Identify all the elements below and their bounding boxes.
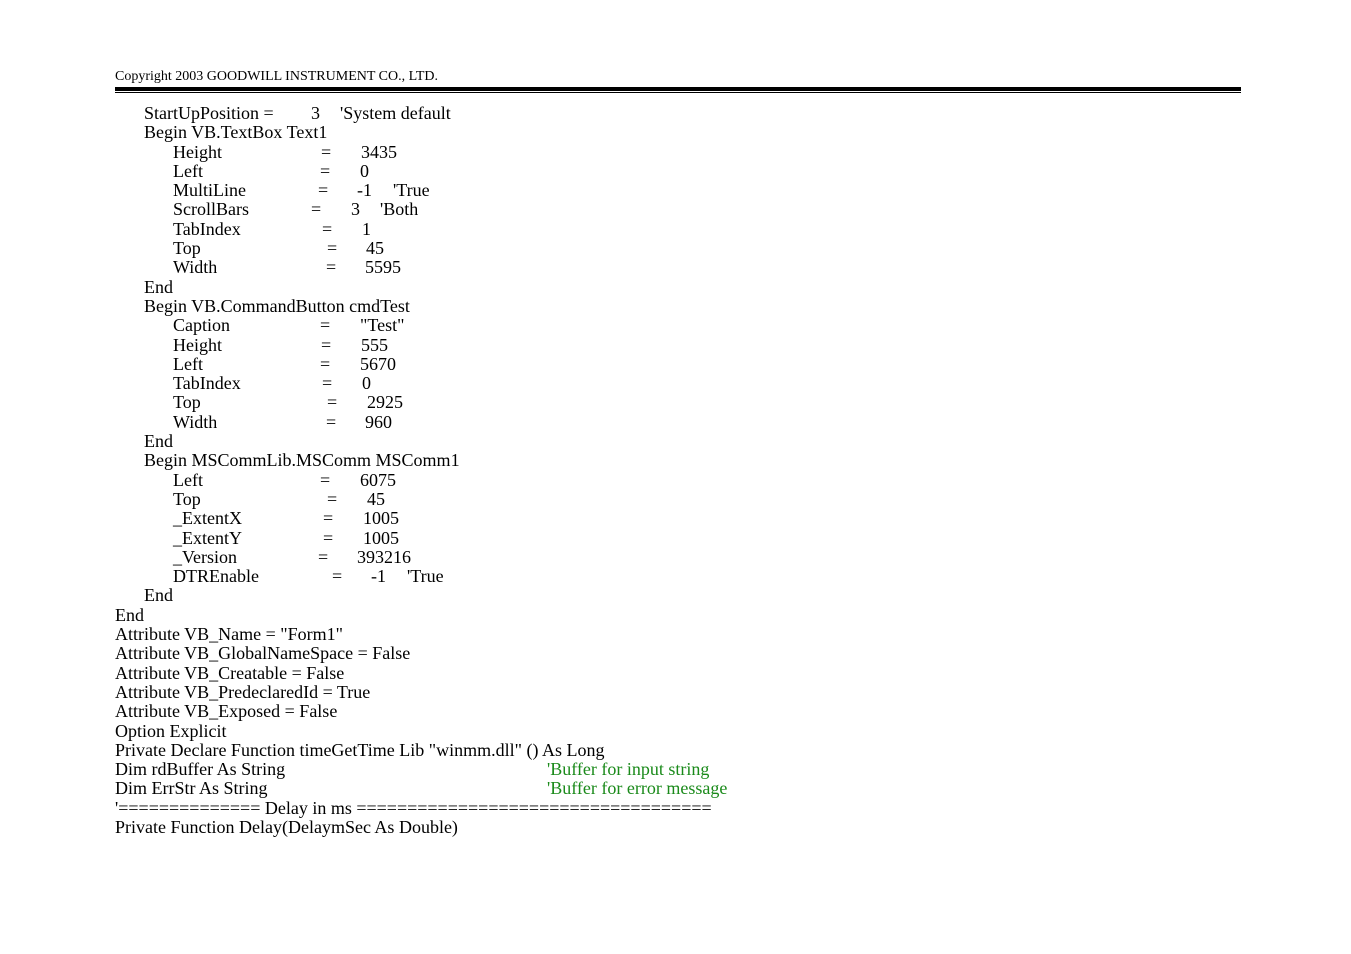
- property-value: 0: [360, 160, 369, 181]
- property-value: 5670: [360, 353, 396, 374]
- property-value: 1005: [363, 527, 399, 548]
- property-value: -1: [357, 180, 372, 201]
- property-value: "Test": [360, 315, 405, 336]
- code-line: [115, 760, 1235, 779]
- code-line: [115, 239, 1235, 258]
- property-name: DTREnable: [173, 566, 259, 587]
- code-text: Dim rdBuffer As String: [115, 759, 286, 780]
- code-listing: [115, 104, 1235, 837]
- equals-sign: =: [320, 353, 331, 374]
- code-line: [115, 644, 1235, 663]
- property-value: 1: [362, 218, 371, 239]
- equals-sign: =: [318, 546, 329, 567]
- code-line: [115, 451, 1235, 470]
- property-name: TabIndex: [173, 218, 241, 239]
- property-comment: 'Both: [380, 199, 419, 220]
- code-line: [115, 393, 1235, 412]
- equals-sign: =: [321, 334, 332, 355]
- property-value: 555: [361, 334, 388, 355]
- code-line: [115, 413, 1235, 432]
- property-name: Left: [173, 353, 203, 374]
- code-text: Attribute VB_Creatable = False: [115, 662, 345, 683]
- equals-sign: =: [327, 488, 338, 509]
- code-comment: 'Buffer for error message: [547, 778, 728, 799]
- equals-sign: =: [320, 315, 331, 336]
- property-name: Left: [173, 160, 203, 181]
- code-text: Option Explicit: [115, 720, 227, 741]
- code-line: [115, 220, 1235, 239]
- property-comment: 'System default: [340, 103, 451, 123]
- equals-sign: =: [322, 373, 333, 394]
- code-text: Attribute VB_Name = "Form1": [115, 624, 343, 645]
- property-value: 960: [365, 411, 392, 432]
- code-line: [115, 683, 1235, 702]
- equals-sign: =: [322, 218, 333, 239]
- code-comment: 'Buffer for input string: [547, 759, 710, 780]
- equals-sign: =: [326, 411, 337, 432]
- property-name: ScrollBars: [173, 199, 249, 220]
- code-line: [115, 529, 1235, 548]
- equals-sign: =: [327, 238, 338, 259]
- code-text: Begin VB.TextBox Text1: [144, 122, 328, 143]
- equals-sign: =: [321, 141, 332, 162]
- code-text: End: [144, 585, 173, 606]
- header-rule-thick: [115, 87, 1241, 91]
- property-value: 0: [362, 373, 371, 394]
- code-line: [115, 355, 1235, 374]
- code-line: [115, 702, 1235, 721]
- code-line: [115, 278, 1235, 297]
- code-line: [115, 432, 1235, 451]
- equals-sign: =: [326, 257, 337, 278]
- code-line: [115, 567, 1235, 586]
- property-name: Height: [173, 141, 222, 162]
- property-name: StartUpPosition =: [144, 103, 274, 123]
- code-line: [115, 664, 1235, 683]
- code-text: Private Declare Function timeGetTime Lib "winmm.dll" () As Long: [115, 739, 605, 760]
- property-name: _Version: [173, 546, 237, 567]
- property-value: 3: [311, 103, 320, 123]
- code-text: Private Function Delay(DelaymSec As Double): [115, 816, 458, 837]
- code-line: [115, 818, 1235, 837]
- code-line: [115, 799, 1235, 818]
- equals-sign: =: [323, 508, 334, 529]
- property-name: TabIndex: [173, 373, 241, 394]
- code-line: [115, 123, 1235, 142]
- code-line: [115, 779, 1235, 798]
- code-line: [115, 586, 1235, 605]
- property-value: 2925: [367, 392, 403, 413]
- code-line: [115, 490, 1235, 509]
- copyright-text: Copyright 2003 GOODWILL INSTRUMENT CO., LTD.: [115, 69, 439, 84]
- code-text: End: [144, 431, 173, 452]
- property-name: _ExtentY: [173, 527, 242, 548]
- code-line: [115, 374, 1235, 393]
- code-line: [115, 336, 1235, 355]
- code-text: Begin MSCommLib.MSComm MSComm1: [144, 450, 460, 471]
- property-comment: 'True: [393, 180, 430, 201]
- property-comment: 'True: [407, 566, 444, 587]
- property-value: -1: [371, 566, 386, 587]
- code-line: [115, 104, 1235, 123]
- code-text: Dim ErrStr As String: [115, 778, 268, 799]
- code-line: [115, 143, 1235, 162]
- property-value: 393216: [357, 546, 411, 567]
- property-name: Top: [173, 238, 201, 259]
- property-name: Left: [173, 469, 203, 490]
- property-value: 45: [367, 488, 385, 509]
- property-value: 3435: [361, 141, 397, 162]
- equals-sign: =: [327, 392, 338, 413]
- code-line: [115, 548, 1235, 567]
- property-name: Top: [173, 488, 201, 509]
- property-name: MultiLine: [173, 180, 246, 201]
- code-line: [115, 316, 1235, 335]
- code-text: End: [144, 276, 173, 297]
- code-line: [115, 297, 1235, 316]
- equals-sign: =: [311, 199, 322, 220]
- code-line: [115, 509, 1235, 528]
- section-separator: '============== Delay in ms ===================================: [115, 797, 712, 818]
- header-rule-thin: [115, 92, 1241, 93]
- property-name: Width: [173, 257, 218, 278]
- code-line: [115, 471, 1235, 490]
- property-value: 1005: [363, 508, 399, 529]
- equals-sign: =: [320, 160, 331, 181]
- equals-sign: =: [318, 180, 329, 201]
- code-text: Attribute VB_GlobalNameSpace = False: [115, 643, 411, 664]
- property-value: 45: [366, 238, 384, 259]
- code-line: [115, 741, 1235, 760]
- property-name: Top: [173, 392, 201, 413]
- code-text: Attribute VB_Exposed = False: [115, 701, 338, 722]
- property-name: Width: [173, 411, 218, 432]
- equals-sign: =: [320, 469, 331, 490]
- code-line: [115, 200, 1235, 219]
- equals-sign: =: [323, 527, 334, 548]
- code-line: [115, 722, 1235, 741]
- code-line: [115, 258, 1235, 277]
- property-value: 6075: [360, 469, 396, 490]
- property-value: 5595: [365, 257, 401, 278]
- code-text: End: [115, 604, 144, 625]
- property-name: Height: [173, 334, 222, 355]
- property-name: Caption: [173, 315, 230, 336]
- property-value: 3: [351, 199, 360, 220]
- code-line: [115, 625, 1235, 644]
- code-line: [115, 606, 1235, 625]
- code-line: [115, 181, 1235, 200]
- equals-sign: =: [332, 566, 343, 587]
- property-name: _ExtentX: [173, 508, 242, 529]
- code-line: [115, 162, 1235, 181]
- code-text: Begin VB.CommandButton cmdTest: [144, 295, 410, 316]
- code-text: Attribute VB_PredeclaredId = True: [115, 681, 371, 702]
